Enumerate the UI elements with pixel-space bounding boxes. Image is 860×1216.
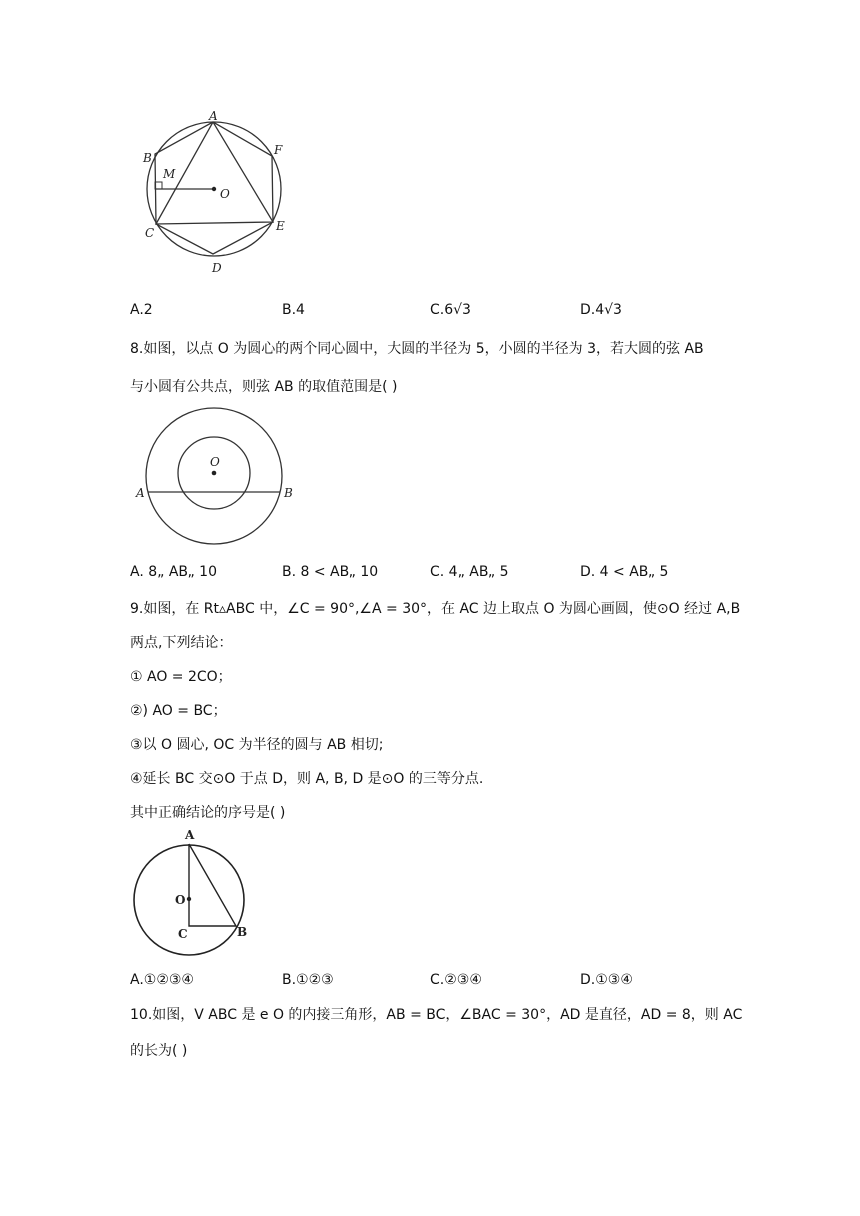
- q9-label-A: A: [185, 828, 195, 842]
- q7-label-C: C: [145, 226, 155, 240]
- q8-stem-line2: 与小圆有公共点，则弦 AB 的取值范围是( ): [130, 379, 398, 395]
- q7-option-c: C.6√3: [430, 302, 471, 318]
- q7-label-O: O: [220, 187, 230, 201]
- q9-conclusion-1: ① AO = 2CO；: [130, 669, 232, 685]
- q7-label-F: F: [274, 143, 283, 157]
- q8-figure: [132, 404, 302, 548]
- q10-stem-line1: 10.如图，V ABC 是 e O 的内接三角形，AB = BC，∠BAC = 30°，AD 是直径，AD = 8，则 AC: [130, 1007, 743, 1023]
- q10-stem-line2: 的长为( ): [130, 1043, 188, 1059]
- q9-stem-line2: 两点,下列结论：: [130, 635, 233, 651]
- q9-prompt: 其中正确结论的序号是( ): [130, 805, 286, 821]
- q9-stem-line1: 9.如图，在 Rt▵ABC 中，∠C = 90°,∠A = 30°，在 AC 边上取点 O 为圆心画圆，使⊙O 经过 A,B: [130, 601, 741, 617]
- q8-option-d: D. 4 < AB„ 5: [580, 564, 669, 580]
- q7-option-b: B.4: [282, 302, 305, 318]
- q8-label-O: O: [210, 455, 220, 469]
- q7-figure: [134, 106, 296, 284]
- q7-label-M: M: [163, 167, 176, 181]
- q8-label-B: B: [284, 486, 293, 500]
- q8-stem-line1: 8.如图，以点 O 为圆心的两个同心圆中，大圆的半径为 5，小圆的半径为 3，若大圆的弦 AB: [130, 341, 704, 357]
- q8-label-A: A: [136, 486, 145, 500]
- q8-option-a: A. 8„ AB„ 10: [130, 564, 217, 580]
- q9-option-c: C.②③④: [430, 972, 482, 988]
- q7-label-E: E: [276, 219, 285, 233]
- q9-conclusion-2: ②) AO = BC；: [130, 703, 227, 719]
- q7-label-B: B: [143, 151, 152, 165]
- q8-option-b: B. 8 < AB„ 10: [282, 564, 379, 580]
- q9-option-a: A.①②③④: [130, 972, 194, 988]
- q9-label-B: B: [237, 925, 248, 939]
- q9-label-O: O: [175, 893, 186, 907]
- q7-label-A: A: [209, 109, 218, 123]
- q7-option-d: D.4√3: [580, 302, 622, 318]
- q9-label-C: C: [178, 927, 188, 941]
- q9-option-b: B.①②③: [282, 972, 334, 988]
- q9-figure: [132, 826, 256, 962]
- q7-label-D: D: [212, 261, 222, 275]
- q9-conclusion-4: ④延长 BC 交⊙O 于点 D，则 A, B, D 是⊙O 的三等分点.: [130, 771, 484, 787]
- q7-option-a: A.2: [130, 302, 153, 318]
- q9-option-d: D.①③④: [580, 972, 633, 988]
- q9-conclusion-3: ③以 O 圆心, OC 为半径的圆与 AB 相切;: [130, 737, 384, 753]
- q8-option-c: C. 4„ AB„ 5: [430, 564, 509, 580]
